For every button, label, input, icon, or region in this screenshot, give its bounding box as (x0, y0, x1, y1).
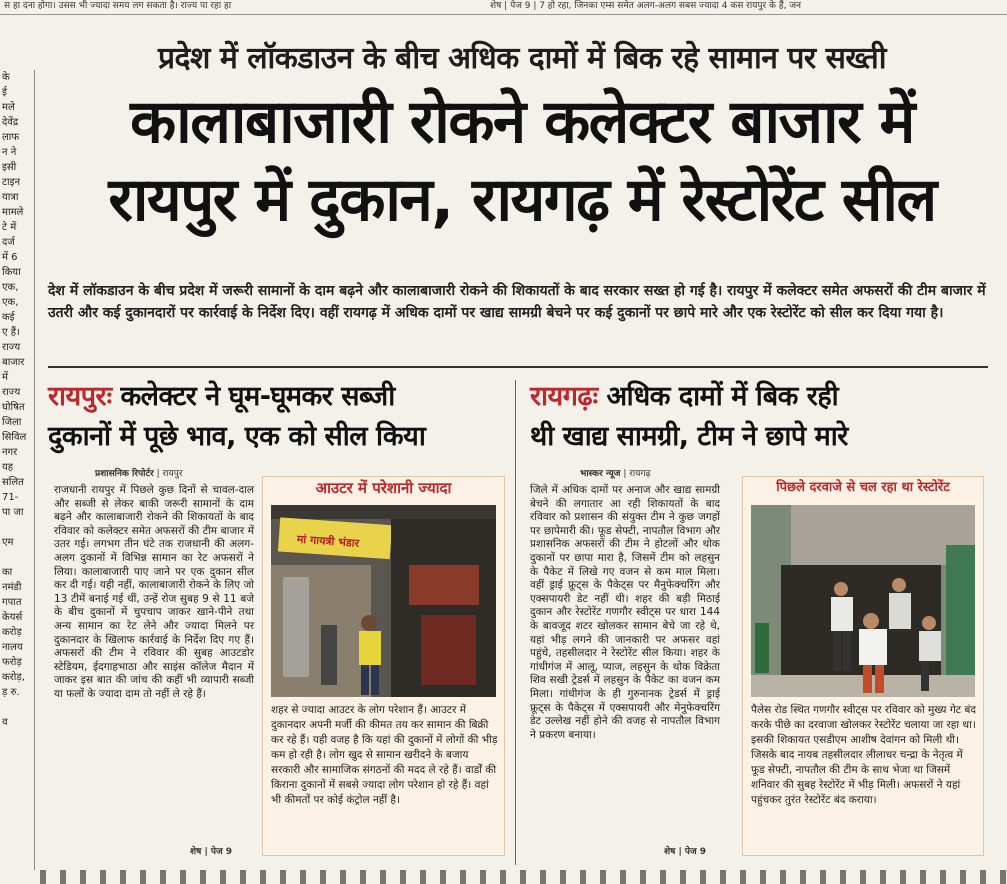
left-column-line: राज्य (2, 387, 21, 398)
left-story-continued: शेष | पेज 9 (190, 847, 233, 857)
left-column-line: 71- (2, 492, 19, 503)
left-column-line: व (2, 717, 8, 728)
left-column-line: करोड़, (2, 672, 25, 683)
left-column-line: यात्रा (2, 192, 19, 203)
left-column-line: के (2, 72, 10, 83)
bottom-strip (40, 870, 1007, 884)
left-column-line: मले (2, 102, 15, 113)
left-column-line (0, 520, 34, 535)
left-column-line: एक, (2, 282, 19, 293)
left-column-line: लाफ (2, 132, 20, 143)
left-column-line: नमंडी (2, 582, 22, 593)
left-column-line: इसी (2, 162, 17, 173)
left-column-line: ई (2, 87, 7, 98)
intro-paragraph: देश में लॉकडाउन के बीच प्रदेश में जरूरी सामानों के दाम बढ़ने और कालाबाजारी रोकने की शिकायतों के बाद सरकार सख्त हो गई है। रायपुर में कलेक्टर समेत अफसरों की टीम बाजार में उतरी और कई दुकानदारों पर कार्रवाई के निर्देश दिए। वहीं रायगढ़ में अधिक दामों पर खाद्य सामग्री बेचने पर कई दुकानों पर छापे मारे और एक रेस्टोरेंट को सील कर दिया गया है। (48, 283, 986, 321)
left-box-title: आउटर में परेशानी ज्यादा (315, 479, 452, 497)
left-column-line: ए हैं। (2, 327, 20, 338)
right-byline-desk: भास्कर न्यूज (580, 469, 621, 479)
column-separator (515, 380, 516, 865)
left-column-line: यह (2, 462, 14, 473)
left-column-line: केयर्स (2, 612, 23, 623)
left-column-line: न ने (2, 147, 17, 158)
right-box-title: पिछले दरवाजे से चल रहा था रेस्टोरेंट (776, 480, 950, 495)
left-column-line: मामले (2, 207, 24, 218)
left-column-line: टाइन (2, 177, 21, 188)
left-column-line: ड़ रु. (2, 687, 20, 698)
headline-line-2: रायपुर में दुकान, रायगढ़ में रेस्टोरेंट सील (108, 165, 936, 235)
right-story-body: जिले में अधिक दामों पर अनाज और खाद्य सामग्री बेचने की लगातार आ रही शिकायतों के बाद रविवार को प्रशासन की संयुक्त टीम ने कुछ जगहों पर छापेमारी की। फूड सेफ्टी, नापतौल विभाग और प्रशासनिक अफसरों की टीम ने होटलों और थोक दुकानों पर छापा मारा है, जिसमें टीम को लहसुन के पैकेट में लिखे गए वजन से कम माल मिला। वहीं ड्राई फ्रूट्स के पैकेट्स पर मैनुफेक्चरिंग और एक्सपायरी डेट नहीं थी। शहर की बड़ी मिठाई दुकान और रेस्टोरेंट गणगौर स्वीट्स पर धारा 144 के बावजूद शटर खोलकर सामान बेचे जा रहे थे, यहां भीड़ लगने की जानकारी पर अफसर वहां पहुंचे, तहसीलदार ने रेस्टोरेंट सील किया। शहर के गांधीगंज में आलू, प्याज, लहसुन के थोक विक्रेता शिव सखी ट्रेडर्स में लहसुन के पैकेट का वजन कम मिला। गांधीगंज के ही गुरुनानक ट्रेडर्स में ड्राई फ्रूट्स के पैकेट्स में एक्सपायरी और मेनुफेक्चरिंग डेट उल्लेख नहीं होने की वजह से नापतौल विभाग ने प्रकरण बनाया। (530, 484, 720, 741)
left-column-line: नालय (2, 642, 23, 653)
right-story-headline-a-text: अधिक दामों में बिक रही (606, 381, 839, 412)
top-strip (0, 0, 1007, 15)
left-column-line: कई (2, 312, 15, 323)
left-column-line: पा जा (2, 507, 24, 518)
left-column-line: बाजार (2, 357, 25, 368)
divider (48, 366, 988, 368)
left-column-line: फरोड़ (2, 657, 22, 668)
left-sidebar-box (262, 476, 505, 856)
right-byline-city: रायगढ़ (629, 469, 651, 479)
left-story-headline-a (48, 378, 395, 416)
left-column-line: दर्ज (2, 237, 15, 248)
right-sidebar-box (742, 476, 984, 856)
restaurant-photo (751, 505, 975, 697)
shop-sign-text: मां गायत्री भंडार (296, 532, 360, 550)
top-strip-right: शेष | पेज 9 | 7 हो रहा, जिनका एम्स समेत अलग-अलग सबस ज्यादा 4 कस रायपुर के हैं, जन (490, 1, 802, 11)
left-story-headline-a-text: कलेक्टर ने घूम-घूमकर सब्जी (120, 381, 395, 412)
headline-line-1: कालाबाजारी रोकने कलेक्टर बाजार में (130, 87, 914, 157)
left-byline-desk: प्रशासनिक रिपोर्टर (95, 469, 154, 479)
left-column-line: किया (2, 267, 21, 278)
left-column-line: करोड़ (2, 627, 22, 638)
left-story-body: राजधानी रायपुर में पिछले कुछ दिनों से चावल-दाल और सब्जी से लेकर बाकी जरूरी सामानों के दाम बढ़ने और कालाबाजारी रोकने की शिकायतों के बाद रविवार को कलेक्टर समेत अफसरों की टीम बाजार में उतर गई। लगभग तीन घंटे तक राजधानी की अलग-अलग दुकानों में विभिन्न सामान का रेट अफसरों ने लिया। कालाबाजारी पाए जाने पर एक दुकान सील कर दी गई। यही नहीं, कालाबाजारी रोकने के लिए जो 13 टीमें बनाई गई थीं, उन्हें रोज सुबह 9 से 11 बजे के बीच दुकानों में चुपचाप जाकर खाने-पीने तथा अन्य सामान का रेट लेने और ज्यादा मिलने पर दुकानदार के खिलाफ कार्रवाई के निर्देश दिए गए हैं। अफसरों की टीम ने रविवार की सुबह आउटडोर स्टेडियम, ईदगाहभाठा और साइंस कॉलेज मैदान में जाकर इस बात की जांच की कहीं भी व्यापारी सब्जी या फलों के ज्यादा दाम तो नहीं ले रहे हैं। (54, 484, 254, 700)
right-story-continued: शेष | पेज 9 (664, 847, 707, 857)
kicker: प्रदेश में लॉकडाउन के बीच अधिक दामों में बिक रहे सामान पर सख्ती (157, 41, 887, 76)
left-column-line (0, 550, 34, 565)
left-column-line: एक, (2, 297, 19, 308)
right-box-text: पैलेस रोड स्थित गणगौर स्वीट्स पर रविवार को मुख्य गेट बंद करके पीछे का दरवाजा खोलकर रेस्टोरेंट चलाया जा रहा था। इसकी शिकायत एसडीएम आशीष देवांगन को मिली थी। जिसके बाद नायब तहसीलदार लीलाधर चन्द्रा के नेतृत्व में फूड सेफ्टी, नापतौल की टीम के साथ भेजा था जिसमें शनिवार की सुबह रेस्टोरेंट में भीड़ मिली। अफसरों ने यहां पहुंचकर तुरंत रेस्टोरेंट बंद कराया। (751, 704, 976, 806)
left-column-line: जिला (2, 417, 22, 428)
left-column-line: नगर (2, 447, 18, 458)
left-story-place: रायपुरः (48, 381, 112, 412)
right-story-headline-b: थी खाद्य सामग्री, टीम ने छापे मारे (530, 421, 848, 452)
restaurant-photo-illustration (751, 505, 975, 697)
left-story-byline: प्रशासनिक रिपोर्टर | रायपुर (95, 469, 183, 479)
left-column-line: सलित (2, 477, 24, 488)
left-column-line: सिविल (2, 432, 27, 443)
left-column-line: में (2, 372, 8, 383)
left-box-text: शहर से ज्यादा आउटर के लोग परेशान हैं। आउटर में दुकानदार अपनी मर्जी की कीमत तय कर सामान की बिक्री कर रहे हैं। यही वजह है कि यहां की दुकानों में लोगों की भीड़ कम हो रही है। लोग खुद से सामान खरीदने के बजाय सरकारी और सामाजिक संगठनों की मदद ले रहे हैं। वार्डों की किराना दुकानों में सबसे ज्यादा लोग परेशान हो रहे हैं। वहां भी कीमतों पर कोई कंट्रोल नहीं है। (271, 704, 498, 806)
right-story-headline-a (530, 378, 838, 416)
top-strip-left: स हा दना होगा। उसस भी ज्यादा समय लग सकता है। राज्य पा रहा हा (4, 1, 232, 11)
right-story-byline: भास्कर न्यूज | रायगढ़ (580, 469, 651, 479)
left-column-fragment (0, 70, 35, 870)
right-story-place: रायगढ़ः (530, 381, 598, 412)
left-column-line (0, 700, 34, 715)
headline-block (42, 38, 1002, 238)
left-column-line: में 6 (2, 252, 18, 263)
left-column-line: गपात (2, 597, 22, 608)
left-byline-city: रायपुर (162, 469, 183, 479)
market-photo (271, 505, 496, 697)
left-story-headline-b: दुकानों में पूछे भाव, एक को सील किया (48, 421, 426, 452)
market-photo-illustration (271, 505, 496, 697)
left-column-line: घोषित (2, 402, 25, 413)
left-column-line: का (2, 567, 13, 578)
left-column-line: देवेंद्र (2, 117, 19, 128)
left-column-line: टे में (2, 222, 17, 233)
left-column-line: एम (2, 537, 14, 548)
left-column-line: राज्य (2, 342, 21, 353)
